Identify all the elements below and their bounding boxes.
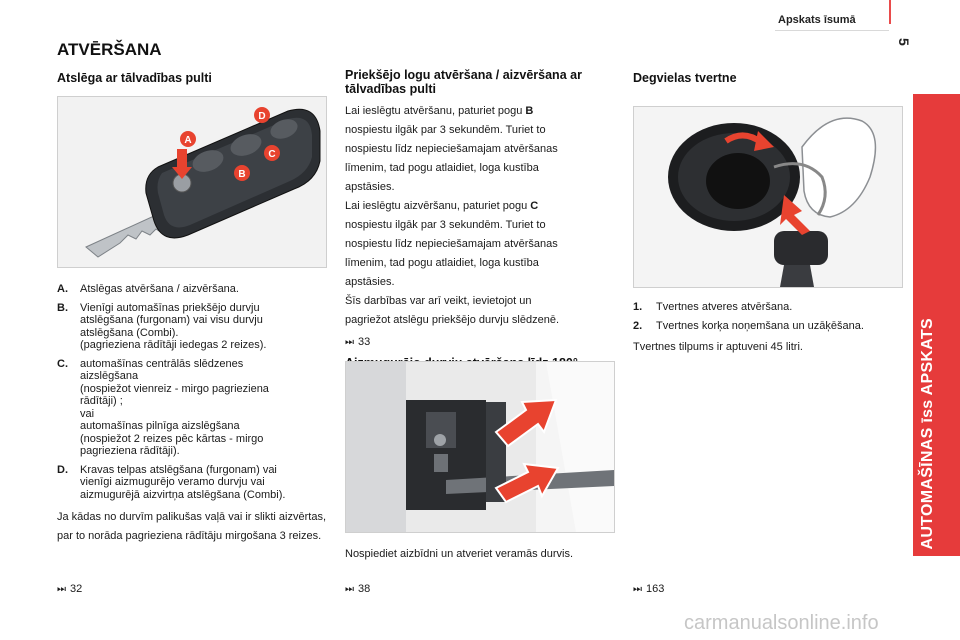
body-line: Lai ieslēgtu atvēršanu, paturiet pogu B xyxy=(345,105,534,117)
body-line: apstāsies. xyxy=(345,276,395,288)
page-ref-163[interactable] xyxy=(633,583,664,595)
body-line: Lai ieslēgtu aizvēršanu, paturiet pogu C xyxy=(345,200,539,212)
side-tab-label: AUTOMAŠĪNAS īss APSKATS xyxy=(919,318,936,550)
body-line: nospiestu ilgāk par 3 sekundēm. Turiet to xyxy=(345,219,546,231)
legend-text: automašīnas centrālās slēdzenes aizslēgšana (nospiežot vienreiz - mirgo pagrieziena rādītāji) ; vai automašīnas pilnīga aizslēgšana (nospiežot 2 reizes pēc kārtas - mirgo pagrieziena rādītāji). xyxy=(80,357,269,457)
legend-text: Atslēgas atvēršana / aizvēršana. xyxy=(80,283,239,295)
page-ref-number: 38 xyxy=(358,583,371,595)
legend-text: Kravas telpas atslēgšana (furgonam) vai vienīgi aizmugurējo veramo durvju vai aizmugurējā aizvirtņa atslēgšana (Combi). xyxy=(80,463,286,501)
rear-doors-caption: Nospiediet aizbīdni un atveriet veramās durvis. xyxy=(345,548,574,560)
page-ref-number: 33 xyxy=(358,336,371,348)
col3-heading: Degvielas tvertne xyxy=(633,71,737,85)
chapter-title: Apskats īsumā xyxy=(778,14,856,26)
body-line: nospiestu ilgāk par 3 sekundēm. Turiet to xyxy=(345,124,546,136)
legend-item xyxy=(57,283,337,296)
remote-key-legend xyxy=(57,283,337,507)
legend-key: 2. xyxy=(633,319,643,332)
page-ref-number: 163 xyxy=(646,583,665,595)
body-line: līmenim, tad pogu atlaidiet, loga kustība xyxy=(345,162,539,174)
legend-text: Tvertnes atveres atvēršana. xyxy=(656,301,793,313)
legend-key: B. xyxy=(57,301,68,314)
fuel-legend xyxy=(633,301,913,338)
legend-item xyxy=(57,464,337,502)
key-label-d: D xyxy=(258,111,266,122)
page-ref-icon: ⏭ xyxy=(345,337,354,348)
page-ref-33[interactable] xyxy=(345,336,370,348)
page-ref-icon: ⏭ xyxy=(57,584,66,595)
legend-text: Vienīgi automašīnas priekšējo durvju atslēgšana (furgonam) vai visu durvju atslēgšana (Combi). (pagrieziena rādītāji iedegas 2 reizes). xyxy=(80,301,267,351)
page-ref-number: 32 xyxy=(70,583,83,595)
fuel-cap-icon xyxy=(634,107,902,287)
remote-key-icon xyxy=(58,97,326,267)
watermark: carmanualsonline.info xyxy=(684,612,879,634)
section-title: ATVĒRŠANA xyxy=(57,40,162,59)
legend-item xyxy=(633,320,913,333)
col1-note: Ja kādas no durvīm palikušas vaļā vai ir slikti aizvērtas, par to norāda pagrieziena rādītāju mirgošana 3 reizes. xyxy=(57,511,326,542)
col2-body xyxy=(345,102,620,330)
door-hinge-icon xyxy=(346,362,614,532)
chapter-side-tab[interactable] xyxy=(913,94,960,556)
body-line: Šīs darbības var arī veikt, ievietojot un xyxy=(345,295,532,307)
body-line: nospiestu līdz nepieciešamajam atvēršanas xyxy=(345,238,558,250)
body-line: apstāsies. xyxy=(345,181,395,193)
col2-heading: Priekšējo logu atvēršana / aizvēršana ar tālvadības pulti xyxy=(345,68,582,96)
key-label-a: A xyxy=(184,135,192,146)
legend-key: A. xyxy=(57,283,68,295)
key-label-b: B xyxy=(238,169,246,180)
header-divider xyxy=(889,0,891,24)
fuel-capacity-note: Tvertnes tilpums ir aptuveni 45 litri. xyxy=(633,341,803,353)
page-ref-32[interactable] xyxy=(57,583,82,595)
rear-door-hinge-illustration xyxy=(345,361,615,533)
legend-key: D. xyxy=(57,463,68,476)
legend-item xyxy=(633,301,913,314)
page-number: 5 xyxy=(896,38,912,46)
remote-key-illustration xyxy=(57,96,327,268)
legend-item xyxy=(57,358,337,458)
legend-item xyxy=(57,302,337,352)
legend-key: C. xyxy=(57,357,68,370)
legend-text: Tvertnes korķa noņemšana un uzāķēšana. xyxy=(656,319,864,332)
header-underline xyxy=(775,30,889,31)
body-line: pagriežot atslēgu priekšējo durvju slēdzenē. xyxy=(345,314,560,326)
fuel-tank-illustration xyxy=(633,106,903,288)
body-line: nospiestu līdz nepieciešamajam atvēršanas xyxy=(345,143,558,155)
legend-key: 1. xyxy=(633,301,643,313)
body-line: līmenim, tad pogu atlaidiet, loga kustība xyxy=(345,257,539,269)
col1-heading: Atslēga ar tālvadības pulti xyxy=(57,71,212,85)
page-ref-38[interactable] xyxy=(345,583,370,595)
page-ref-icon: ⏭ xyxy=(633,584,642,595)
page-ref-icon: ⏭ xyxy=(345,584,354,595)
key-label-c: C xyxy=(268,149,276,160)
